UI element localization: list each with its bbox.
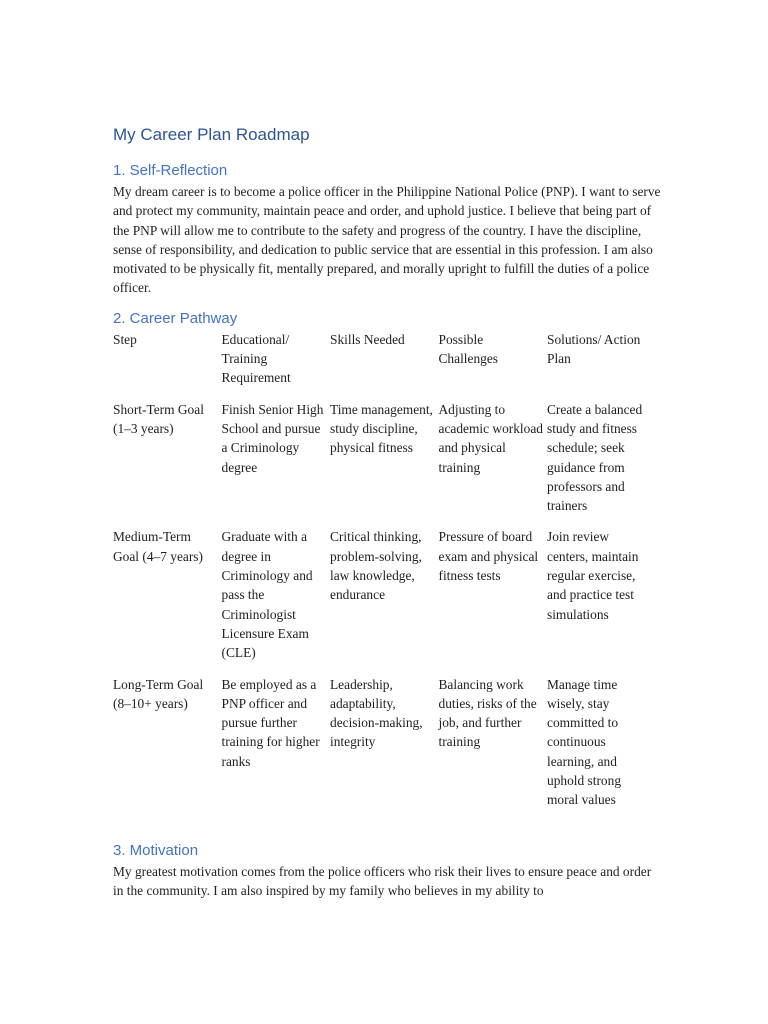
table-row bbox=[113, 675, 656, 822]
column-header-education: Educational/ Training Requirement bbox=[221, 331, 291, 386]
table-cell: Critical thinking, problem-solving, law knowledge, endurance bbox=[330, 529, 422, 603]
career-pathway-table bbox=[113, 330, 656, 822]
section-heading-career-pathway: 2. Career Pathway bbox=[113, 309, 238, 327]
table-cell: Short-Term Goal (1–3 years) bbox=[113, 401, 204, 436]
table-cell: Leadership, adaptability, decision-making, integrity bbox=[330, 676, 423, 750]
table-cell: Adjusting to academic workload and physical training bbox=[438, 401, 543, 475]
table-cell: Manage time wisely, stay committed to continuous learning, and uphold strong moral values bbox=[547, 676, 622, 808]
column-header-step: Step bbox=[113, 331, 137, 347]
table-cell: Join review centers, maintain regular exercise, and practice test simulations bbox=[547, 529, 639, 622]
column-header-solutions: Solutions/ Action Plan bbox=[547, 331, 641, 367]
self-reflection-paragraph: My dream career is to become a police officer in the Philippine National Police (PNP). I want to serve and protect my community, maintain peace and order, and uphold justice. I believe that being part of the PNP will allow me to contribute to the safety and progress of the country. I have the discipline, sense of responsibility, and dedication to public service that are essential in this profession. I am also motivated to be physically fit, mentally prepared, and morally upright to fulfill the duties of a police officer. bbox=[113, 184, 661, 296]
table-cell: Finish Senior High School and pursue a Criminology degree bbox=[221, 401, 324, 475]
table-cell: Graduate with a degree in Criminology and pass the Criminologist Licensure Exam (CLE) bbox=[221, 529, 313, 661]
table-row bbox=[113, 400, 656, 528]
table-cell: Medium-Term Goal (4–7 years) bbox=[113, 529, 203, 564]
table-cell: Pressure of board exam and physical fitness tests bbox=[438, 529, 539, 584]
table-row bbox=[113, 527, 656, 674]
column-header-challenges: Possible Challenges bbox=[438, 331, 498, 367]
document-page bbox=[113, 124, 661, 900]
table-cell: Be employed as a PNP officer and pursue further training for higher ranks bbox=[221, 676, 320, 769]
section-heading-self-reflection: 1. Self-Reflection bbox=[113, 162, 228, 179]
table-cell: Create a balanced study and fitness schedule; seek guidance from professors and trainers bbox=[547, 401, 643, 514]
table-cell: Balancing work duties, risks of the job, and further training bbox=[438, 676, 537, 750]
motivation-paragraph: My greatest motivation comes from the police officers who risk their lives to ensure peace and order in the community. I am also inspired by my family who believes in my ability to bbox=[113, 863, 652, 898]
column-header-skills: Skills Needed bbox=[330, 331, 405, 347]
table-cell: Long-Term Goal (8–10+ years) bbox=[113, 676, 204, 711]
document-title: My Career Plan Roadmap bbox=[113, 125, 310, 144]
section-heading-motivation: 3. Motivation bbox=[113, 841, 199, 859]
table-header-row bbox=[113, 330, 656, 400]
table-cell: Time management, study discipline, physical fitness bbox=[330, 401, 433, 456]
